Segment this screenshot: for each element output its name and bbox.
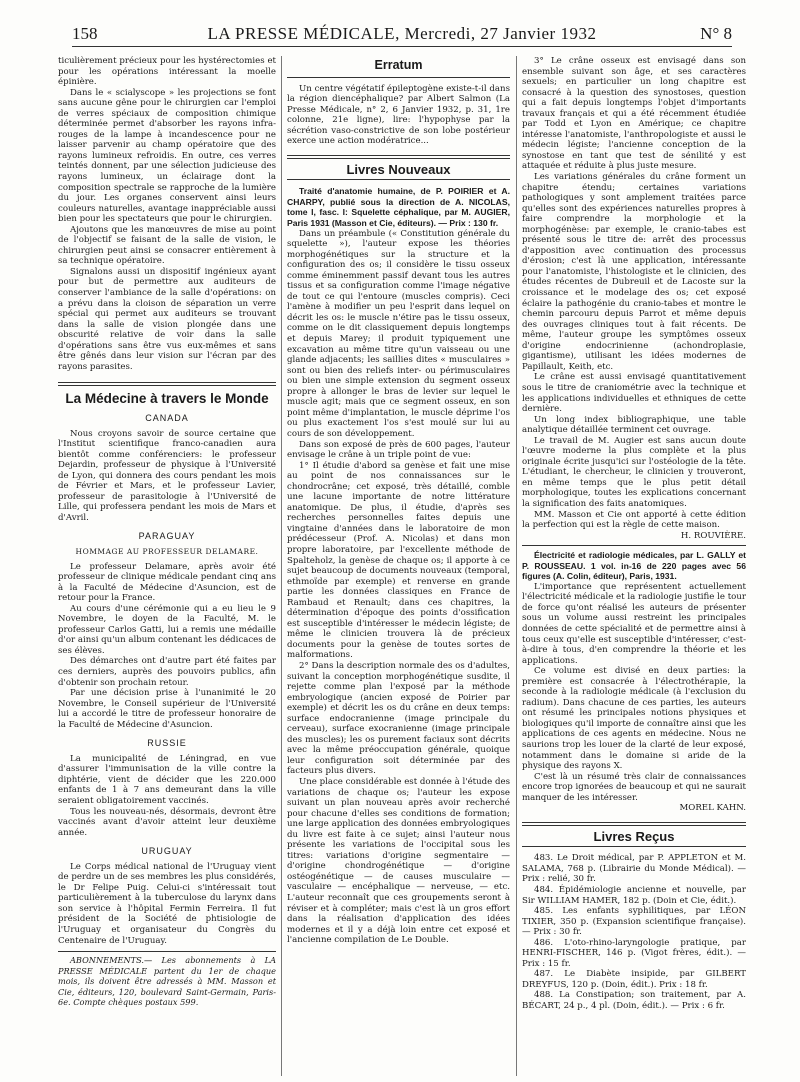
paragraph: C'est là un résumé très clair de connaissances encore trop ignorées de beaucoup et qui ne saurait manquer de les intéresser. [522, 771, 746, 803]
paragraph: 1° Il étudie d'abord sa genèse et fait une mise au point de nos connaissances sur le chondrocrâne; cet exposé, très détaillé, comble une lacune importante de notre littérature anatomique. De plus, il étudie, d'après ses recherches personnelles faites depuis une vingtaine d'années dans le laboratoire de mon prédécesseur (Prof. A. Nicolas) et dans mon propre laboratoire, par l'excellente méthode de Spalteholz, la genèse de chaque os; il apporte à ce sujet beaucoup de documents nouveaux (temporal, ethmoïde par exemple) et renverse en grande partie les données classiques en France de Rambaud et Renault; dans ces chapitres, la détermination d'époque des points d'ossification est susceptible d'intéresser le médecin légiste; de même le clinicien trouvera là de précieux documents pour la genèse de toutes sortes de malformations. [287, 460, 510, 661]
paragraph: Un long index bibliographique, une table analytique détaillée terminent cet ouvrage. [522, 414, 746, 436]
country-heading: URUGUAY [141, 846, 193, 857]
issue-number: N° 8 [700, 24, 732, 43]
paragraph: 3° Le crâne osseux est envisagé dans son ensemble suivant son âge, et ses caractères sexuels; en particulier un long chapitre est consacré à la question des synostoses, question qui a fait depuis longtemps l'objet d'importants travaux français et qui a été récemment étudiée par Todd et Lyon en Amérique; ce chapitre intéresse l'anatomiste, l'anthropologiste et aussi le médecin légiste; l'ancienne conception de la synostose en tant que test de sénilité y est attaquée et réduite à plus juste mesure. [522, 56, 746, 172]
paragraph: Dans son exposé de près de 600 pages, l'auteur envisage le crâne à un triple point de vue: [287, 439, 510, 461]
paragraph: La municipalité de Léningrad, en vue d'assurer l'immunisation de la ville contre la diphtérie, vient de décider que les 220.000 enfants de 1 à 7 ans demeurant dans la ville seraient obligatoirement vaccinés. [58, 753, 276, 806]
paragraph: Dans le « scialyscope » les projections se font sans aucune gêne pour le chirurgien car l'emploi de verres spéciaux de composition chimique déterminée permet d'absorber les rayons infra-rouges de la lampe à incandescence pour ne laisser parvenir au champ opératoire que des rayons lumineux refroidis. En outre, ces verres teintés donnent, par une sélection judicieuse des rayons lumineux, un éclairage dont la composition spectrale se rapproche de la lumière du jour. Les organes conservent ainsi leurs couleurs naturelles, avantage inappréciable aussi bien pour les spectateurs que pour le chirurgien. [58, 87, 276, 225]
divider [287, 158, 510, 159]
erratum-title: Erratum [374, 58, 423, 72]
divider [58, 382, 276, 383]
country-heading: PARAGUAY [138, 531, 196, 542]
page-number: 158 [72, 24, 98, 43]
divider [522, 846, 746, 847]
paragraph: Tous les nouveau-nés, désormais, devront être vaccinés avant d'avoir atteint leur deuxième année. [58, 806, 276, 838]
paragraph: Au cours d'une cérémonie qui a eu lieu le 9 Novembre, le doyen de la Faculté, M. le professeur Carlos Gatti, lui a remis une médaille d'or ainsi qu'un album contenant les dédicaces de ses élèves. [58, 603, 276, 656]
country-heading: RUSSIE [147, 738, 187, 749]
book-entry: Électricité et radiologie médicales, par L. GALLY et P. ROUSSEAU. 1 vol. in-16 de 220 pages avec 56 figures (A. Colin, éditeur), Paris, 1931. [522, 550, 746, 582]
book-entry: Traité d'anatomie humaine, de P. POIRIER et A. CHARPY, publié sous la direction de A. NICOLAS, tome I, fasc. I: Squelette céphalique, par M. AUGIER, Paris 1931 (Masson et Cie, éditeurs). — Prix : 130 fr. [287, 186, 510, 229]
divider [58, 385, 276, 386]
running-header [72, 24, 732, 47]
signature: MOREL KAHN. [679, 803, 746, 814]
divider [522, 825, 746, 826]
paragraph: Dans un préambule (« Constitution générale du squelette »), l'auteur expose les théories morphogénétiques sur la structure et la configuration des os; il considère le tissu osseux comme éminemment passif devant tous les autres tissus et sa configuration comme l'image négative de tout ce qui l'entoure (muscles compris). Ceci l'amène à modifier un peu l'esprit dans lequel on décrit les os: le muscle n'étire pas le tissu osseux, comme on le dit classiquement depuis longtemps et depuis Marey; il produit typiquement une excavation au même titre qu'un vaisseau ou une glande adjacents; les saillies dites « musculaires » sont ou bien des reliefs inter- ou périmusculaires ou bien une simple extension du segment osseux propre à allonger le bras de levier sur lequel le muscle agit; mais que ce segment osseux, en son point même d'implantation, le muscle déprime l'os ou plus exactement l'os s'est moulé sur lui au cours de son développement. [287, 228, 510, 439]
paragraph: Nous croyons savoir de source certaine que l'Institut scientifique franco-canadien aura bientôt comme conférenciers: le professeur Dejardin, professeur de physique à l'Université de Lyon, qui donnera des cours pendant les mois de Février et Mars, et le professeur Lavier, professeur de parasitologie à l'Université de Lille, qui professera pendant les mois de Mars et d'Avril. [58, 428, 276, 523]
column-right [522, 56, 746, 1012]
divider [287, 155, 510, 156]
section-title: Livres Reçus [593, 828, 675, 844]
list-item: 483. Le Droit médical, par P. APPLETON et M. SALAMA, 768 p. (Librairie du Monde Médical). — Prix : relié, 30 fr. [522, 853, 746, 885]
divider [287, 77, 510, 78]
paragraph: L'importance que représentent actuellement l'électricité médicale et la radiologie justifie le tour de force qu'ont réalisé les auteurs de présenter sous un volume aussi restreint les principales données de cette spécialité et de permettre ainsi à tous ceux qu'elle est susceptible d'intéresser, c'est-à-dire à tous, d'en comprendre la théorie et les applications. [522, 581, 746, 666]
divider [58, 951, 276, 952]
paragraph: Des démarches ont d'autre part été faites par ces derniers, auprès des pouvoirs publics, afin d'obtenir son prochain retour. [58, 656, 276, 688]
paragraph: Ce volume est divisé en deux parties: la première est consacrée à l'électrothérapie, la seconde à la radiologie médicale (à l'exclusion du radium). Dans chacune de ces parties, les auteurs ont résumé les principales notions physiques et biologiques qu'il importe de connaître ainsi que les applications de ces agents en médecine. Nous ne saurions trop les louer de la clarté de leur exposé, notamment dans le domaine si aride de la physique des rayons X. [522, 666, 746, 772]
subscription-notice: ABONNEMENTS.— Les abonnements à LA PRESSE MÉDICALE partent du 1er de chaque mois, ils doivent être adressés à MM. Masson et Cie, éditeurs, 120, boulevard Saint-Germain, Paris-6e. Compte chèques postaux 599. [58, 955, 276, 1008]
divider [522, 545, 746, 546]
journal-title: LA PRESSE MÉDICALE, Mercredi, 27 Janvier 1932 [207, 24, 597, 43]
signature: H. ROUVIÈRE. [680, 530, 746, 541]
paragraph: Une place considérable est donnée à l'étude des variations de chaque os; l'auteur les expose suivant un plan nouveau après avoir recherché pour chacune d'elles ses conditions de formation; une large application des données embryologiques du livre est faite à ce sujet; ainsi l'auteur nous présente les variations de l'occipital sous les titres: variations d'origine segmentaire — d'origine chondrogénétique — d'origine ostéogénétique — de causes musculaire — vasculaire — encéphalique — nerveuse, — etc. L'auteur reconnaît que ces groupements seront à réviser et à compléter; mais c'est là un gros effort dans la réalisation d'application des idées modernes et il y a déjà loin entre cet exposé et l'ancienne compilation de Le Double. [287, 777, 510, 946]
paragraph: Ajoutons que les manœuvres de mise au point de l'objectif se faisant de la salle de vision, le chirurgien peut ainsi se consacrer entièrement à sa technique opératoire. [58, 224, 276, 267]
divider [522, 822, 746, 823]
section-title: Livres Nouveaux [346, 161, 451, 177]
subheading: HOMMAGE AU PROFESSEUR DELAMARE. [75, 546, 259, 556]
paragraph: Le crâne est aussi envisagé quantitativement sous le titre de craniométrie avec la technique et les applications individuelles et ethniques de cette dernière. [522, 372, 746, 415]
paragraph: 2° Dans la description normale des os d'adultes, suivant la conception morphogénétique susdite, il rejette comme plan l'exposé par la méthode embryologique (ancien exposé de Poirier par exemple) et décrit les os du crâne en deux temps: surface endocranienne (image principale du cerveau), surface exocranienne (image principale des muscles); les os purement faciaux sont décrits avec la même préoccupation générale, quoique leur configuration soit déterminée par des facteurs plus divers. [287, 660, 510, 777]
list-item: 486. L'oto-rhino-laryngologie pratique, par HENRI-FISCHER, 146 p. (Vigot frères, édit.). — Prix : 15 fr. [522, 937, 746, 969]
paragraph: Le Corps médical national de l'Uruguay vient de perdre un de ses membres les plus considérés, le Dr Felipe Puig. Celui-ci s'intéressait tout particulièrement à la tuberculose du larynx dans son service à l'hôpital Fermin Ferreira. Il fut président de la Société de phtisiologie de l'Uruguay et organisateur du Congrès du Centenaire de l'Uruguay. [58, 861, 276, 946]
list-item: 484. Épidémiologie ancienne et nouvelle, par Sir WILLIAM HAMER, 182 p. (Doin et Cie, édit.). [522, 885, 746, 906]
list-item: 487. Le Diabète insipide, par GILBERT DREYFUS, 120 p. (Doin, édit.). Prix : 18 fr. [522, 969, 746, 990]
divider [287, 179, 510, 180]
paragraph: Par une décision prise à l'unanimité le 20 Novembre, le Conseil supérieur de l'Université lui a accordé le titre de professeur honoraire de la Faculté de Médecine d'Asuncion. [58, 688, 276, 730]
country-heading: CANADA [145, 412, 189, 423]
column-rule [516, 56, 517, 1076]
column-rule [281, 56, 282, 1076]
paragraph: ticulièrement précieux pour les hystérectomies et pour les opérations intéressant la moelle épinière. [58, 56, 276, 88]
column-middle [287, 56, 510, 946]
paragraph: MM. Masson et Cie ont apporté à cette édition la perfection qui est la règle de cette maison. [522, 509, 746, 531]
paragraph: Les variations générales du crâne forment un chapitre étendu; certaines variations pathologiques y sont amplement traitées parce qu'elles sont des expériences naturelles propres à faire comprendre la morphologie et la morphogénèse: par exemple, le cranio-tabes est présenté sous le titre de: arrêt des processus d'apposition avec continuation des processus d'érosion; c'est là une application, intéressante pour l'anatomiste, l'histologiste et le clinicien, des études récentes de Dubreuil et de Lacoste sur la croissance et le modelage des os; cet exposé éclaire la pathogénie du cranio-tabes et montre le chemin parcouru depuis Parrot et même depuis des ouvrages cliniques tout à fait récents. De même, l'auteur groupe les symptômes osseux d'origine endocrinienne (achondroplasie, gigantisme), utilisant les idées modernes de Papillault, Keith, etc. [522, 172, 746, 372]
paragraph: Signalons aussi un dispositif ingénieux ayant pour but de permettre aux auditeurs de conserver l'ambiance de la salle d'opérations: on a prévu dans la cloison de séparation un verre spécial qui permet aux auditeurs se trouvant dans la salle de vision plongée dans une obscurité relative de voir dans la salle d'opérations sans être vus eux-mêmes et sans être gênés dans leur vision sur l'écran par des rayons parasites. [58, 266, 276, 372]
list-item: 488. La Constipation; son traitement, par A. BÉCART, 24 p., 4 pl. (Doin, édit.). — Prix : 6 fr. [522, 990, 746, 1012]
paragraph: Le professeur Delamare, après avoir été professeur de clinique médicale pendant cinq ans à la Faculté de Médecine d'Asuncion, est de retour pour la France. [58, 561, 276, 604]
section-title: La Médecine à travers le Monde [65, 391, 269, 407]
list-item: 485. Les enfants syphilitiques, par LÉON TIXIER, 350 p. (Expansion scientifique française). — Prix : 30 fr. [522, 906, 746, 938]
column-left [58, 56, 276, 1008]
paragraph: Un centre végétatif épileptogène existe-t-il dans la région diencéphalique? par Albert Salmon (La Presse Médicale, n° 2, 6 Janvier 1932, p. 31, 1re colonne, 21e ligne), lire: l'hypophyse par la sécrétion vaso-constrictive de son lobe postérieur exerce une action modératrice... [287, 83, 510, 147]
paragraph: Le travail de M. Augier est sans aucun doute l'œuvre moderne la plus complète et la plus originale écrite jusqu'ici sur l'ostéologie de la tête. L'étudiant, le chercheur, le clinicien y trouveront, en même temps que le plus petit détail morphologique, toutes les explications concernant la signification des faits anatomiques. [522, 435, 746, 509]
